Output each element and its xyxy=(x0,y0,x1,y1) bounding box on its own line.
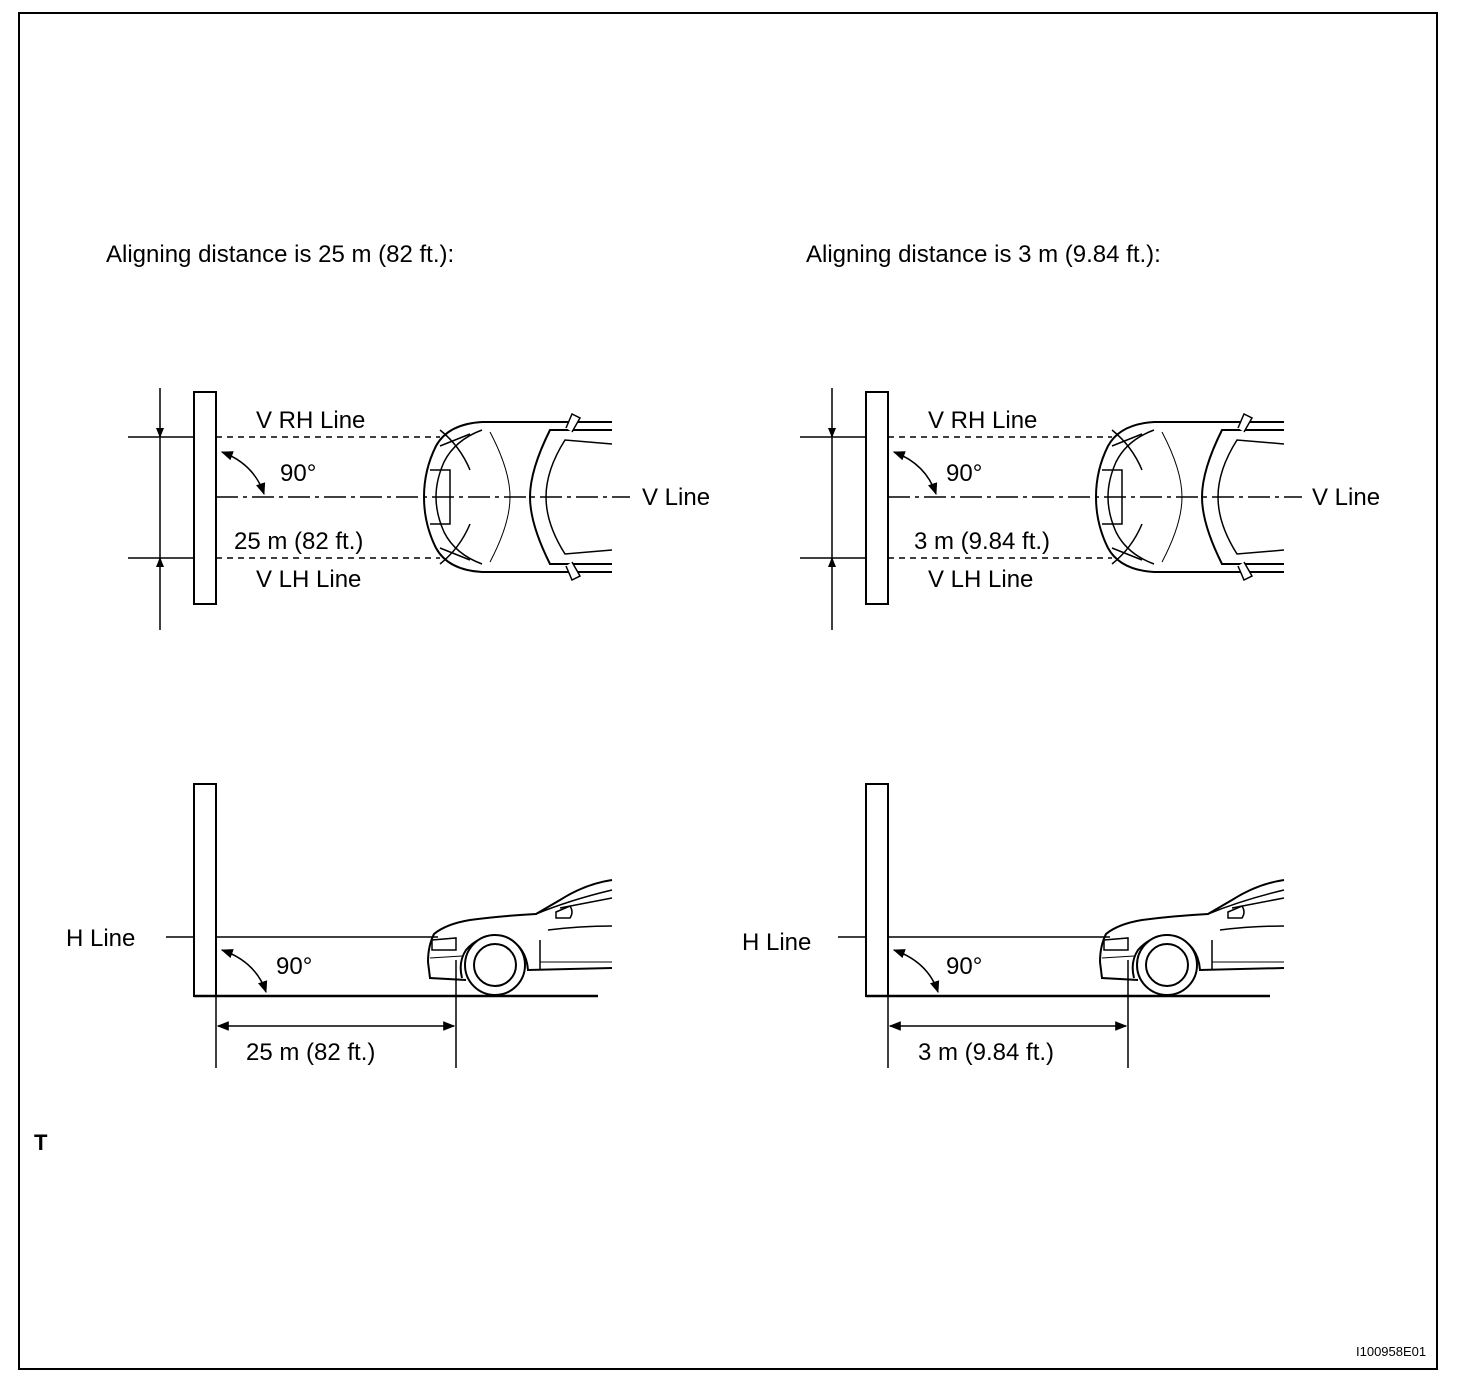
left-top-screen xyxy=(194,392,216,604)
right-h-line-label: H Line xyxy=(742,929,812,956)
right-top-angle-label: 90° xyxy=(946,460,983,487)
right-rh-label: V RH Line xyxy=(928,407,1038,434)
left-top-angle-arc xyxy=(222,452,264,494)
right-side-view xyxy=(742,784,1284,1068)
left-side-distance-label: 25 m (82 ft.) xyxy=(246,1039,376,1066)
left-side-view xyxy=(66,784,612,1068)
right-top-screen xyxy=(866,392,888,604)
right-top-distance-label: 3 m (9.84 ft.) xyxy=(914,528,1051,555)
right-lh-label: V LH Line xyxy=(928,566,1034,593)
right-side-screen xyxy=(866,784,888,996)
left-lh-label: V LH Line xyxy=(256,566,362,593)
left-side-screen xyxy=(194,784,216,996)
left-top-angle-label: 90° xyxy=(280,460,317,487)
left-rh-label: V RH Line xyxy=(256,407,366,434)
left-panel xyxy=(66,241,710,1068)
right-v-line-label: V Line xyxy=(1312,484,1381,511)
right-top-angle-arc xyxy=(894,452,936,494)
corner-mark: T xyxy=(34,1130,48,1155)
right-top-view xyxy=(800,388,1380,630)
figure-id: I100958E01 xyxy=(1356,1344,1427,1359)
right-side-distance-label: 3 m (9.84 ft.) xyxy=(918,1039,1055,1066)
left-v-line-label: V Line xyxy=(642,484,711,511)
right-side-angle-label: 90° xyxy=(946,953,983,980)
left-side-angle-arc xyxy=(222,950,266,992)
right-side-angle-arc xyxy=(894,950,938,992)
left-h-line-label: H Line xyxy=(66,925,136,952)
left-title: Aligning distance is 25 m (82 ft.): xyxy=(106,241,455,268)
left-top-distance-label: 25 m (82 ft.) xyxy=(234,528,364,555)
left-top-view xyxy=(128,388,710,630)
left-side-angle-label: 90° xyxy=(276,953,313,980)
right-title: Aligning distance is 3 m (9.84 ft.): xyxy=(806,241,1161,268)
right-panel xyxy=(742,241,1380,1068)
